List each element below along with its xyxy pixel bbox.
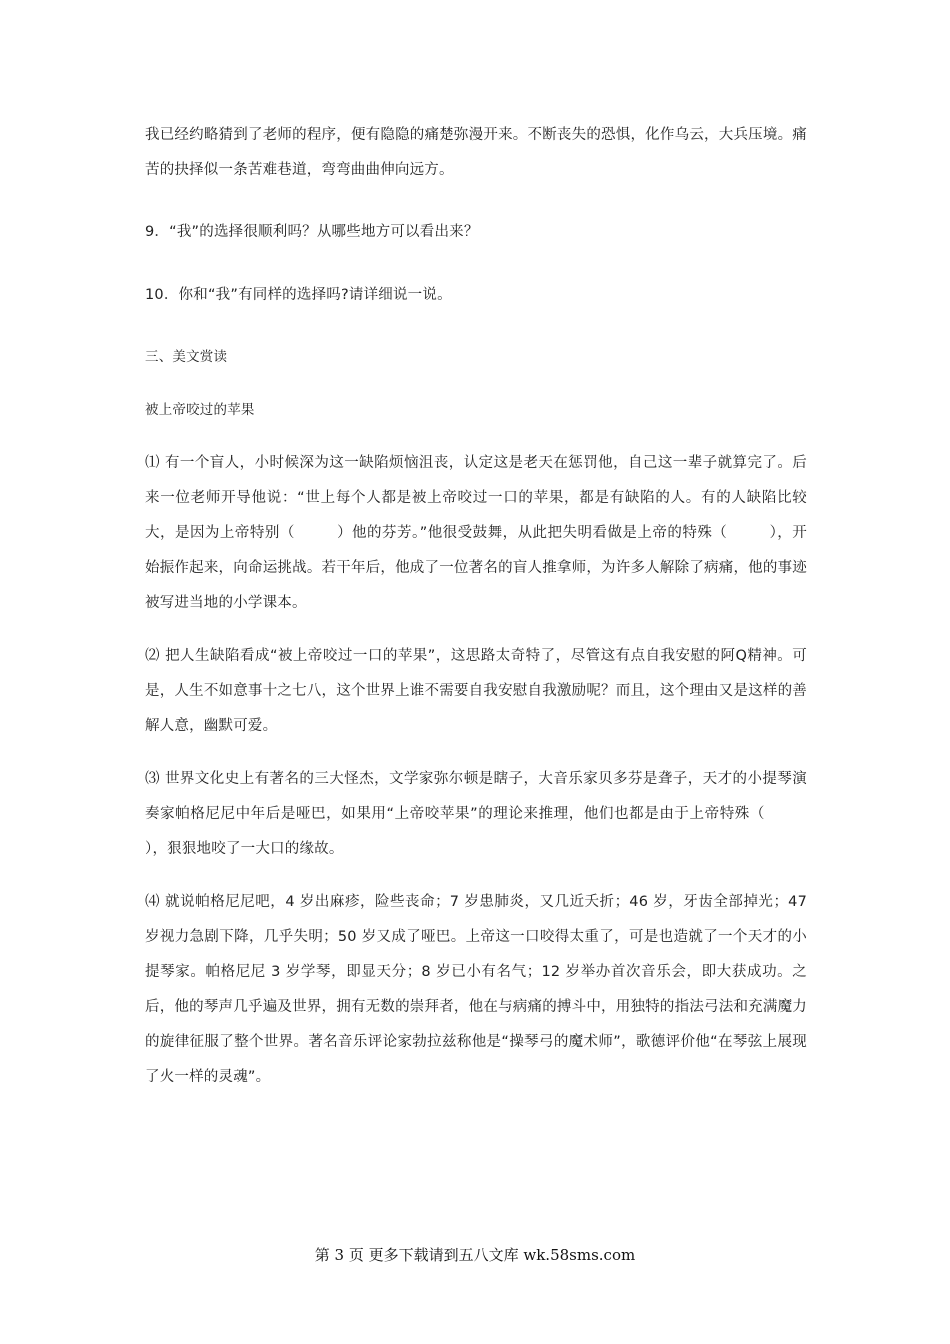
section-heading: 三、美文赏读 bbox=[145, 349, 228, 365]
question-9: 9．“我”的选择很顺利吗？从哪些地方可以看出来？ bbox=[145, 224, 479, 240]
paragraph-3 bbox=[145, 762, 807, 867]
paragraph-1-part-c: ），开始振作起来，向命运挑战。若干年后，他成了一位著名的盲人推拿师，为许多人解除了病痛，他的事迹被写进当地的小学课本。 bbox=[145, 525, 807, 611]
article-title: 被上帝咬过的苹果 bbox=[145, 402, 255, 418]
paragraph-4: ⑷ 就说帕格尼尼吧，4 岁出麻疹，险些丧命；7 岁患肺炎，又几近夭折；46 岁，牙齿全部掉光；47 岁视力急剧下降，几乎失明；50 岁又成了哑巴。上帝这一口咬得太重了，可是也造就了一个天才的小提琴家。帕格尼尼 3 岁学琴，即显天分；8 岁已小有名气；12 岁举办首次音乐会，即大获成功。之后，他的琴声几乎遍及世界，拥有无数的崇拜者，他在与病痛的搏斗中，用独特的指法弓法和充满魔力的旋律征服了整个世界。著名音乐评论家勃拉兹称他是“操琴弓的魔术师”，歌德评价他“在琴弦上展现了火一样的灵魂”。 bbox=[145, 894, 807, 1085]
paragraph-3-part-a: ⑶ 世界文化史上有著名的三大怪杰，文学家弥尔顿是瞎子，大音乐家贝多芬是聋子，天才的小提琴演奏家帕格尼尼中年后是哑巴，如果用“上帝咬苹果”的理论来推理，他们也都是由于上帝特殊（ bbox=[145, 771, 807, 822]
paragraph-1-part-a: ⑴ 有一个盲人，小时候深为这一缺陷烦恼沮丧，认定这是老天在惩罚他，自己这一辈子就算完了。后来一位老师开导他说：“世上每个人都是被上帝咬过一口的苹果，都是有缺陷的人。有的人缺陷比较大，是因为上帝特别（ bbox=[145, 455, 807, 541]
document-body bbox=[145, 118, 807, 1095]
intro-paragraph: 我已经约略猜到了老师的程序，便有隐隐的痛楚弥漫开来。不断丧失的恐惧，化作乌云，大兵压境。痛苦的抉择似一条苦难巷道，弯弯曲曲伸向远方。 bbox=[145, 127, 807, 178]
paragraph-3-part-b: ），狠狠地咬了一大口的缘故。 bbox=[145, 841, 344, 857]
paragraph-2: ⑵ 把人生缺陷看成“被上帝咬过一口的苹果”，这思路太奇特了，尽管这有点自我安慰的阿Q精神。可是，人生不如意事十之七八，这个世界上谁不需要自我安慰自我激励呢？而且，这个理由又是这样的善解人意，幽默可爱。 bbox=[145, 648, 807, 734]
question-10: 10．你和“我”有同样的选择吗?请详细说一说。 bbox=[145, 287, 452, 303]
paragraph-1-part-b: ）他的芬芳。”他很受鼓舞，从此把失明看做是上帝的特殊（ bbox=[336, 525, 728, 541]
page-footer: 第 3 页 更多下载请到五八文库 wk.58sms.com bbox=[314, 1246, 636, 1264]
paragraph-1 bbox=[145, 446, 807, 621]
